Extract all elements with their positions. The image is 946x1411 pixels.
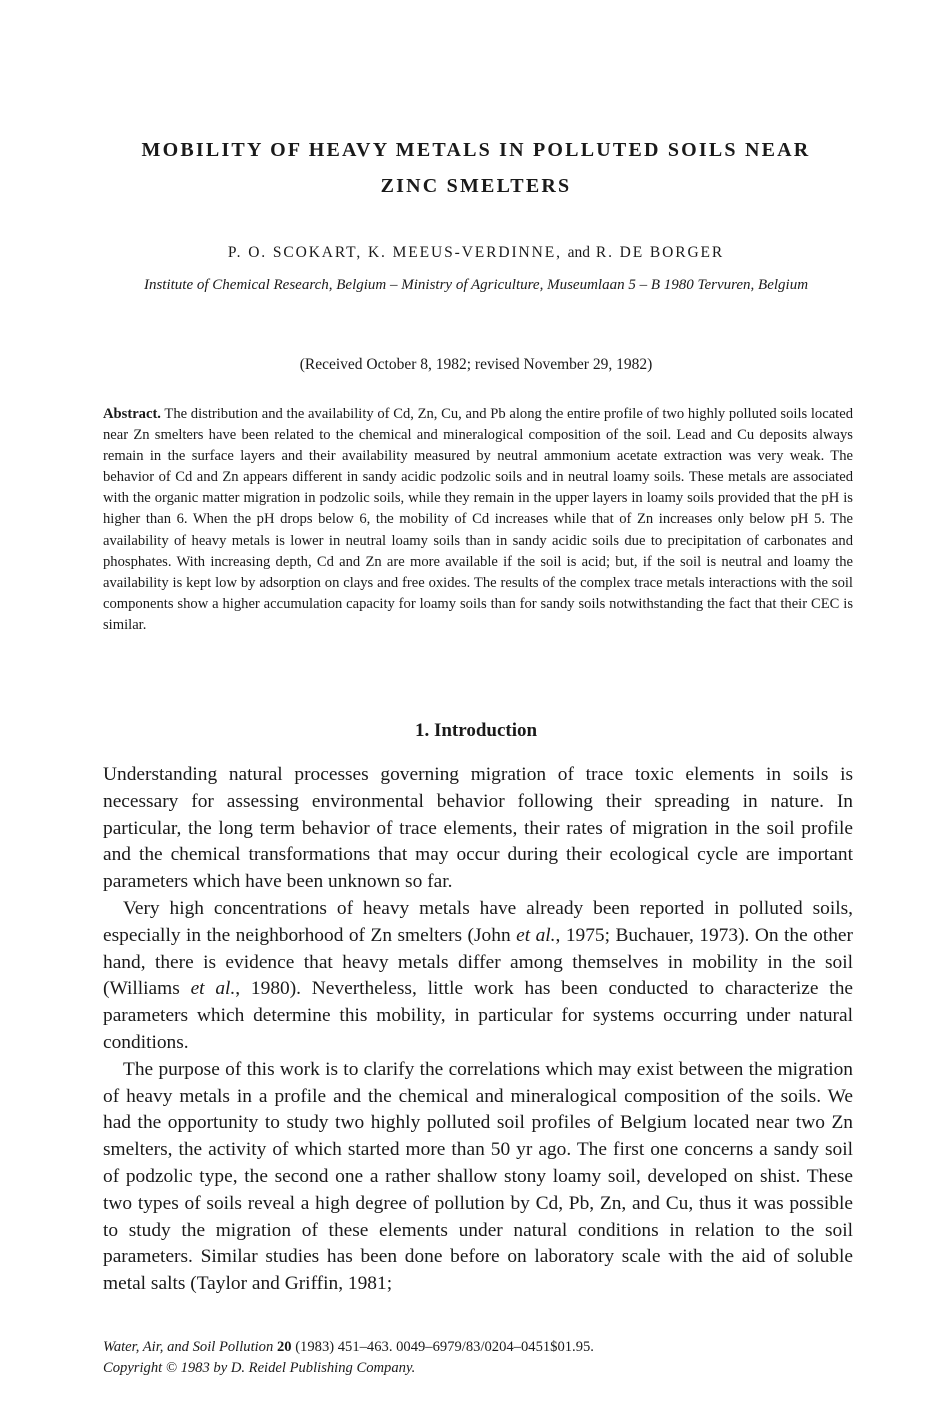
abstract-text: The distribution and the availability of Cd, Zn, Cu, and Pb along the entire profile of two highly polluted soils located near Zn smelters have been related to the chemical and mineralogical composition of the soil. Lead and Cu deposits always remain in the surface layers and their availability measured by neutral ammonium acetate extraction was very weak. The behavior of Cd and Zn appears different in sandy acidic podzolic soils and in neutral loamy soils. These metals are associated with the organic matter migration in podzolic soils, while they remain in the upper layers in loamy soils provided that the pH is higher than 6. When the pH drops below 6, the mobility of Cd increases while that of Zn increases only below pH 5. The availability of heavy metals is lower in neutral loamy soils than in sandy acidic soils due to precipitation of carbonates and phosphates. With increasing depth, Cd and Zn are more available if the soil is acid; but, if the soil is neutral and loamy the availability is kept low by adsorption on clays and free oxides. The results of the complex trace metals interactions with the soil components show a higher accumulation capacity for loamy soils than for sandy soils notwithstanding the fact that their CEC is similar. xyxy=(103,406,854,633)
author-list xyxy=(100,244,852,262)
journal-pages-issn: (1983) 451–463. 0049–6979/83/0204–0451$01.95. xyxy=(295,1339,594,1355)
author-last: R. DE BORGER xyxy=(595,244,725,261)
journal-citation xyxy=(103,1337,853,1358)
paper-title-line-2: ZINC SMELTERS xyxy=(380,175,572,197)
intro-p2-part-a: Very high concentrations of heavy metals have already been reported in polluted soils, especially in the neighborhood of Zn smelters (John xyxy=(103,897,853,946)
journal-name: Water, Air, and Soil Pollution xyxy=(103,1339,274,1355)
introduction-body xyxy=(103,762,853,1298)
abstract xyxy=(103,404,853,636)
citation-et-al-williams: et al. xyxy=(190,978,236,1000)
copyright-notice: Copyright © 1983 by D. Reidel Publishing Company. xyxy=(103,1360,416,1376)
intro-paragraph-1: Understanding natural processes governing migration of trace toxic elements in soils is necessary for assessing environmental behavior following their spreading in nature. In particular, the long term behavior of trace elements, their rates of migration in the soil profile and the chemical transformations that may occur during their ecological cycle are important parameters which have been unknown so far. xyxy=(103,764,853,893)
author-conjunction: and xyxy=(567,244,591,261)
author-names: P. O. SCOKART, K. MEEUS-VERDINNE, xyxy=(227,244,562,261)
intro-paragraph-3: The purpose of this work is to clarify the correlations which may exist between the migration of heavy metals in a profile and the chemical and mineralogical composition of the soils. We had the opportunity to study two highly polluted soil profiles of Belgium located near two Zn smelters, the activity of which started more than 50 yr ago. The first one concerns a sandy soil of podzolic type, the second one a rather shallow stony loamy soil, developed on shist. These two types of soils reveal a high degree of pollution by Cd, Pb, Zn, and Cu, thus it was possible to study the migration of these elements under natural conditions in relation to the soil parameters. Similar studies has been done before on laboratory scale with the aid of soluble metal salts (Taylor and Griffin, 1981; xyxy=(103,1058,853,1295)
journal-volume: 20 xyxy=(276,1339,292,1355)
intro-p2-part-c: , 1980). Nevertheless, little work has been conducted to characterize the parameters which determine this mobility, in particular for systems occurring under natural conditions. xyxy=(103,978,853,1053)
received-dates: (Received October 8, 1982; revised November 29, 1982) xyxy=(299,356,653,373)
intro-paragraph-2 xyxy=(103,896,853,1057)
section-heading-introduction: 1. Introduction xyxy=(414,720,538,741)
paper-title-line-1: MOBILITY OF HEAVY METALS IN POLLUTED SOILS NEAR xyxy=(141,139,811,161)
intro-p2-part-b: , 1975; Buchauer, 1973). On the other hand, there is evidence that heavy metals differ among themselves in mobility in the soil (Williams xyxy=(103,924,853,1000)
page-footer xyxy=(103,1337,853,1379)
abstract-label: Abstract. xyxy=(103,406,161,422)
affiliation: Institute of Chemical Research, Belgium – Ministry of Agriculture, Museumlaan 5 – B 1980 Tervuren, Belgium xyxy=(143,277,809,293)
citation-et-al-john: et al. xyxy=(516,924,556,946)
